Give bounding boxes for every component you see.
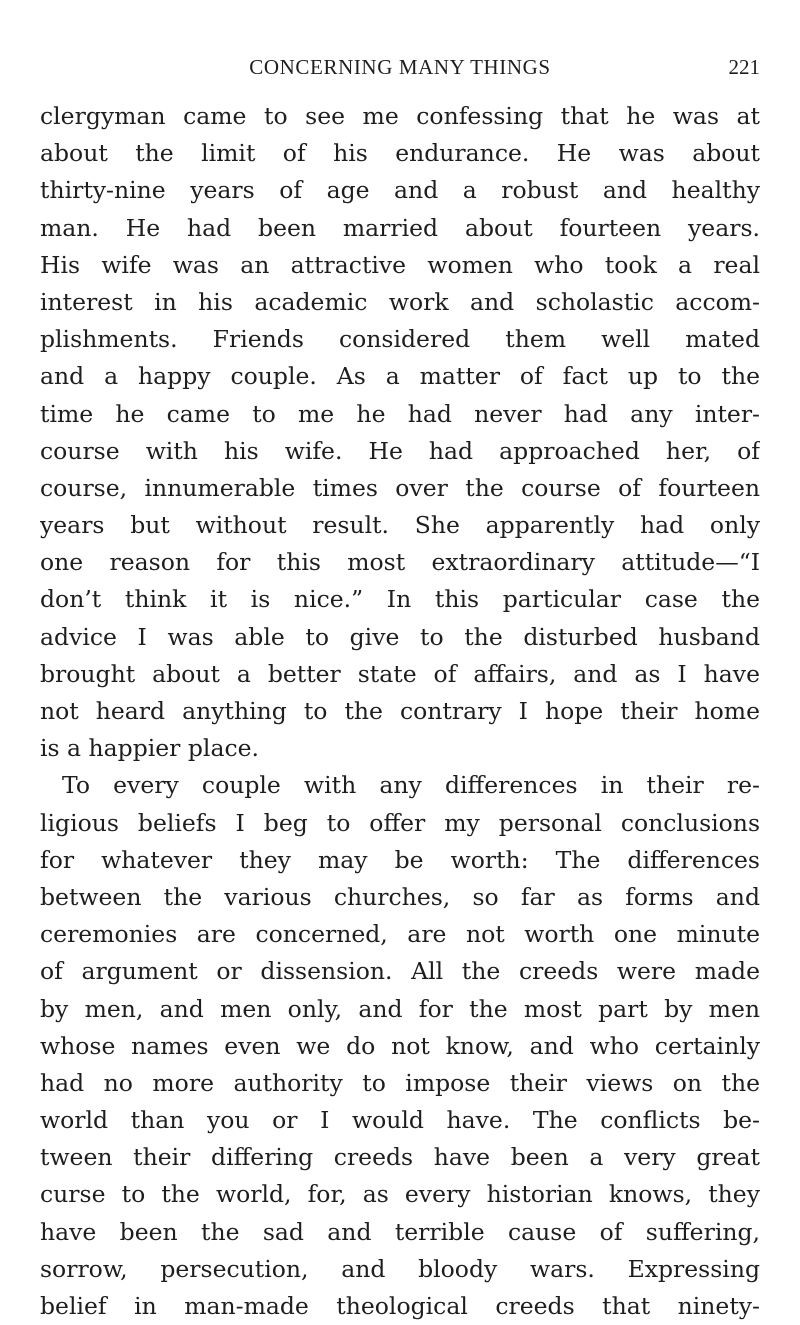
text-line: not heard anything to the contrary I hope their home <box>40 697 760 725</box>
text-line: belief in man-made theological creeds that ninety- <box>40 1292 760 1320</box>
text-line-paragraph-end: is a happier place. <box>40 734 259 763</box>
running-head-title: CONCERNING MANY THINGS <box>249 55 551 79</box>
text-line: course with his wife. He had approached her, of <box>40 436 760 465</box>
text-line: about the limit of his endurance. He was about <box>40 139 760 168</box>
text-line: time he came to me he had never had any inter- <box>40 399 760 428</box>
text-line: had no more authority to impose their views on the <box>40 1068 760 1097</box>
text-line: of argument or dissension. All the creeds were made <box>40 957 760 986</box>
text-line: course, innumerable times over the course of fourteen <box>40 473 760 502</box>
text-line: years but without result. She apparently had only <box>40 511 760 540</box>
text-line: for whatever they may be worth: The differences <box>40 845 760 874</box>
text-line: between the various churches, so far as forms and <box>40 882 760 911</box>
text-line: brought about a better state of affairs, and as I have <box>40 659 760 688</box>
text-line: ligious beliefs I beg to offer my personal conclusions <box>40 808 760 837</box>
text-line: advice I was able to give to the disturbed husband <box>40 622 760 651</box>
text-line: sorrow, persecution, and bloody wars. Expressing <box>40 1254 760 1283</box>
page-number: 221 <box>728 55 760 79</box>
text-line: interest in his academic work and scholastic accom- <box>40 287 760 316</box>
text-line-paragraph-start: To every couple with any differences in their re- <box>62 771 760 800</box>
text-line: plishments. Friends considered them well mated <box>40 325 760 354</box>
text-line: by men, and men only, and for the most part by men <box>40 994 760 1023</box>
text-line: ceremonies are concerned, are not worth one minute <box>40 920 760 949</box>
text-line: clergyman came to see me confessing that he was at <box>40 102 760 130</box>
text-line: don’t think it is nice.” In this particular case the <box>40 585 760 614</box>
text-line: whose names even we do not know, and who certainly <box>40 1031 760 1060</box>
text-line: have been the sad and terrible cause of suffering, <box>40 1217 760 1246</box>
body-text <box>40 98 760 1325</box>
text-line: world than you or I would have. The conflicts be- <box>40 1106 760 1135</box>
running-head <box>0 52 800 82</box>
text-line: tween their differing creeds have been a very great <box>40 1143 760 1172</box>
text-line: one reason for this most extraordinary attitude—“I <box>40 548 760 577</box>
text-line: curse to the world, for, as every historian knows, they <box>40 1180 760 1209</box>
text-line: His wife was an attractive women who took a real <box>40 250 760 279</box>
text-line: thirty-nine years of age and a robust and healthy <box>40 176 760 205</box>
text-line: man. He had been married about fourteen years. <box>40 213 760 242</box>
text-line: and a happy couple. As a matter of fact up to the <box>40 362 760 391</box>
